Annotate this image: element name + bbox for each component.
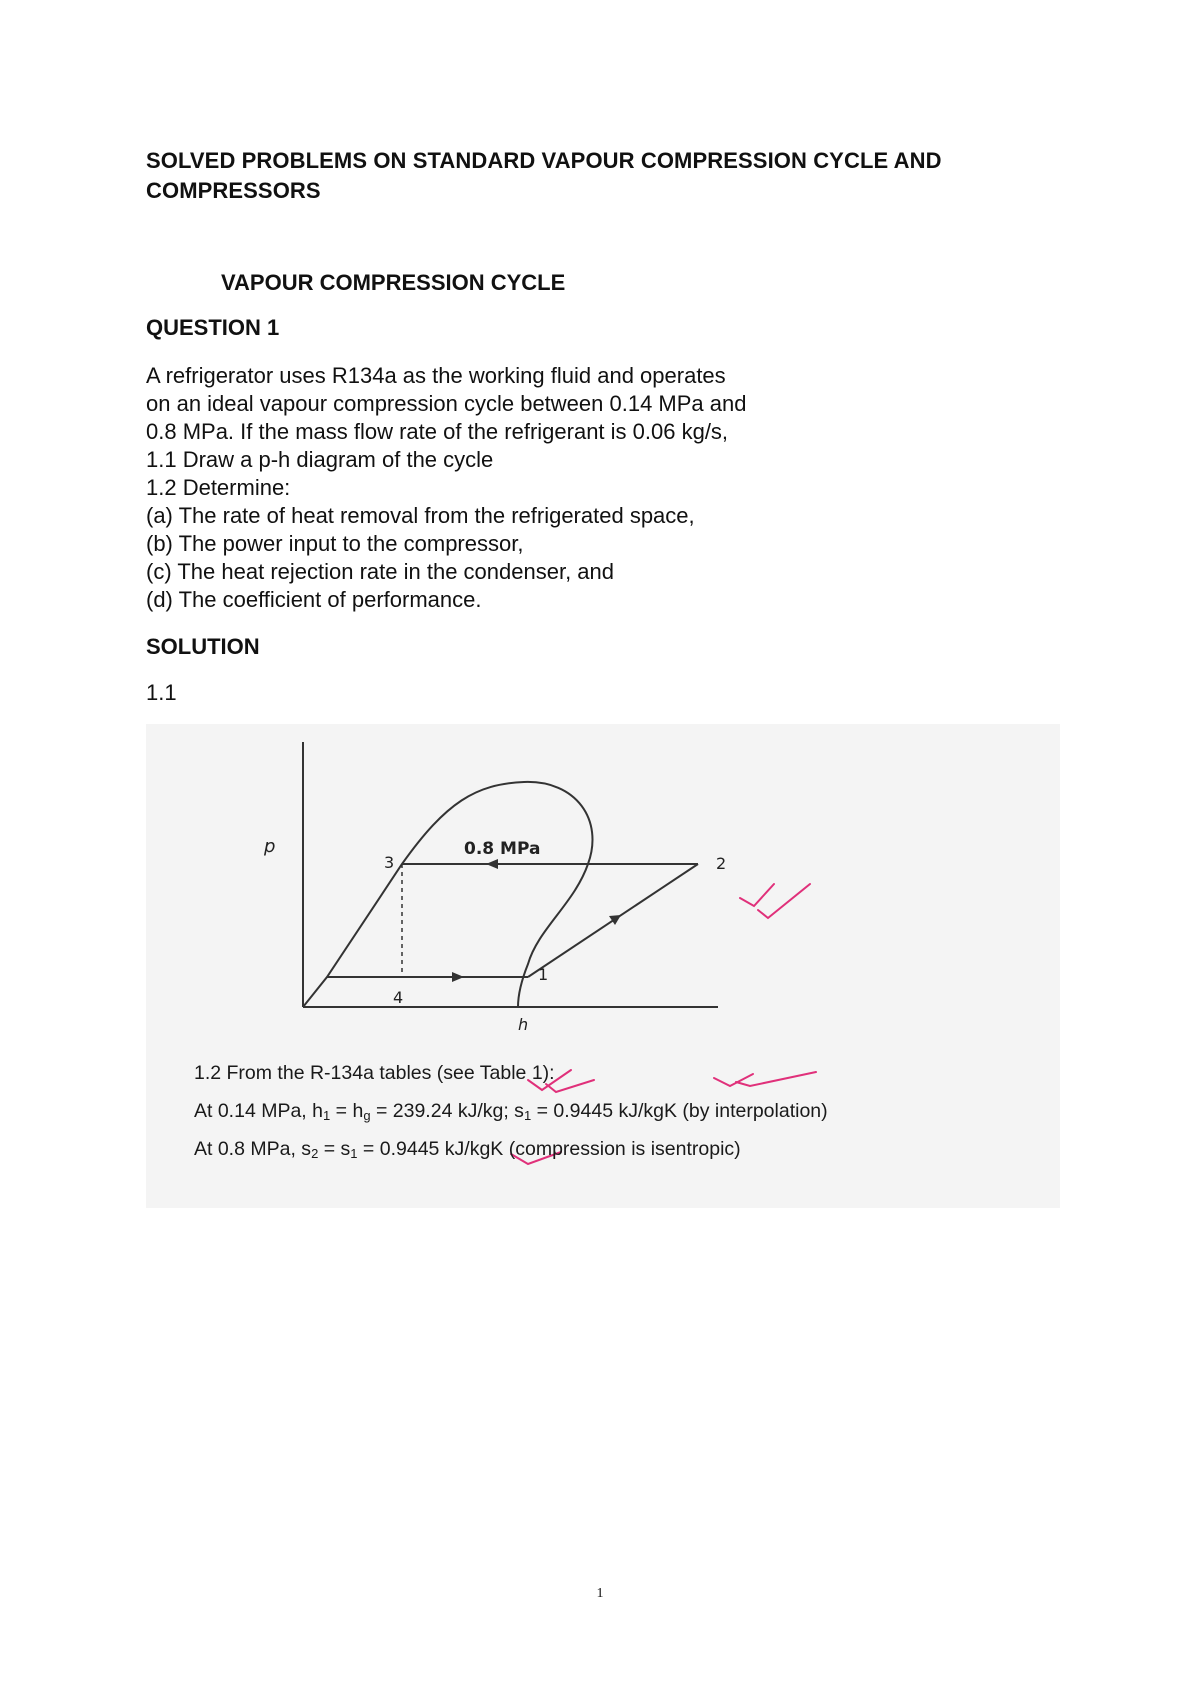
document-title: SOLVED PROBLEMS ON STANDARD VAPOUR COMPRESSION CYCLE AND COMPRESSORS — [146, 148, 942, 203]
point-1-label: 1 — [538, 965, 549, 984]
check-icon — [740, 884, 774, 906]
p-axis-label: p — [264, 836, 276, 857]
question-text — [146, 362, 746, 614]
solution-heading: SOLUTION — [146, 634, 260, 659]
point-4-label: 4 — [393, 988, 404, 1007]
question-line: 1.1 Draw a p-h diagram of the cycle — [146, 447, 494, 472]
h-axis-label: h — [518, 1015, 529, 1034]
section-heading: VAPOUR COMPRESSION CYCLE — [221, 270, 566, 295]
point-2-label: 2 — [716, 854, 727, 873]
question-line: (b) The power input to the compressor, — [146, 531, 524, 556]
question-heading: QUESTION 1 — [146, 315, 280, 340]
pressure-label: 0.8 MPa — [464, 839, 541, 859]
condenser-arrow — [486, 859, 498, 869]
compression-arrow — [609, 915, 621, 925]
question-line: on an ideal vapour compression cycle between 0.14 MPa and — [146, 391, 747, 416]
page-number: 1 — [596, 1586, 604, 1601]
question-line: 1.2 Determine: — [146, 475, 291, 500]
question-line: A refrigerator uses R134a as the working fluid and operates — [146, 363, 726, 388]
saturation-dome — [303, 782, 592, 1007]
point-3-label: 3 — [384, 853, 395, 872]
table-reference-line: 1.2 From the R-134a tables (see Table 1): — [194, 1062, 555, 1084]
evaporator-arrow — [452, 972, 464, 982]
check-icon — [736, 1072, 816, 1086]
question-line: 0.8 MPa. If the mass flow rate of the refrigerant is 0.06 kg/s, — [146, 419, 729, 444]
question-line: (a) The rate of heat removal from the refrigerated space, — [146, 503, 695, 528]
scanned-figure — [146, 724, 1060, 1208]
ph-diagram — [146, 724, 1060, 1208]
sub-question-number: 1.1 — [146, 680, 177, 705]
state-1-properties-line: At 0.14 MPa, $h_1 = h_g = 239.24$ kJ/kg; $s_1 = 0.9445$ kJ/kgK (by interpolation) — [194, 1100, 828, 1123]
question-line: (d) The coefficient of performance. — [146, 587, 482, 612]
check-icon — [758, 884, 810, 918]
state-2-properties-line: At 0.8 MPa, $s_2 = s_1 = 0.9445$ kJ/kgK (compression is isentropic) — [194, 1138, 741, 1161]
question-line: (c) The heat rejection rate in the condenser, and — [146, 559, 614, 584]
